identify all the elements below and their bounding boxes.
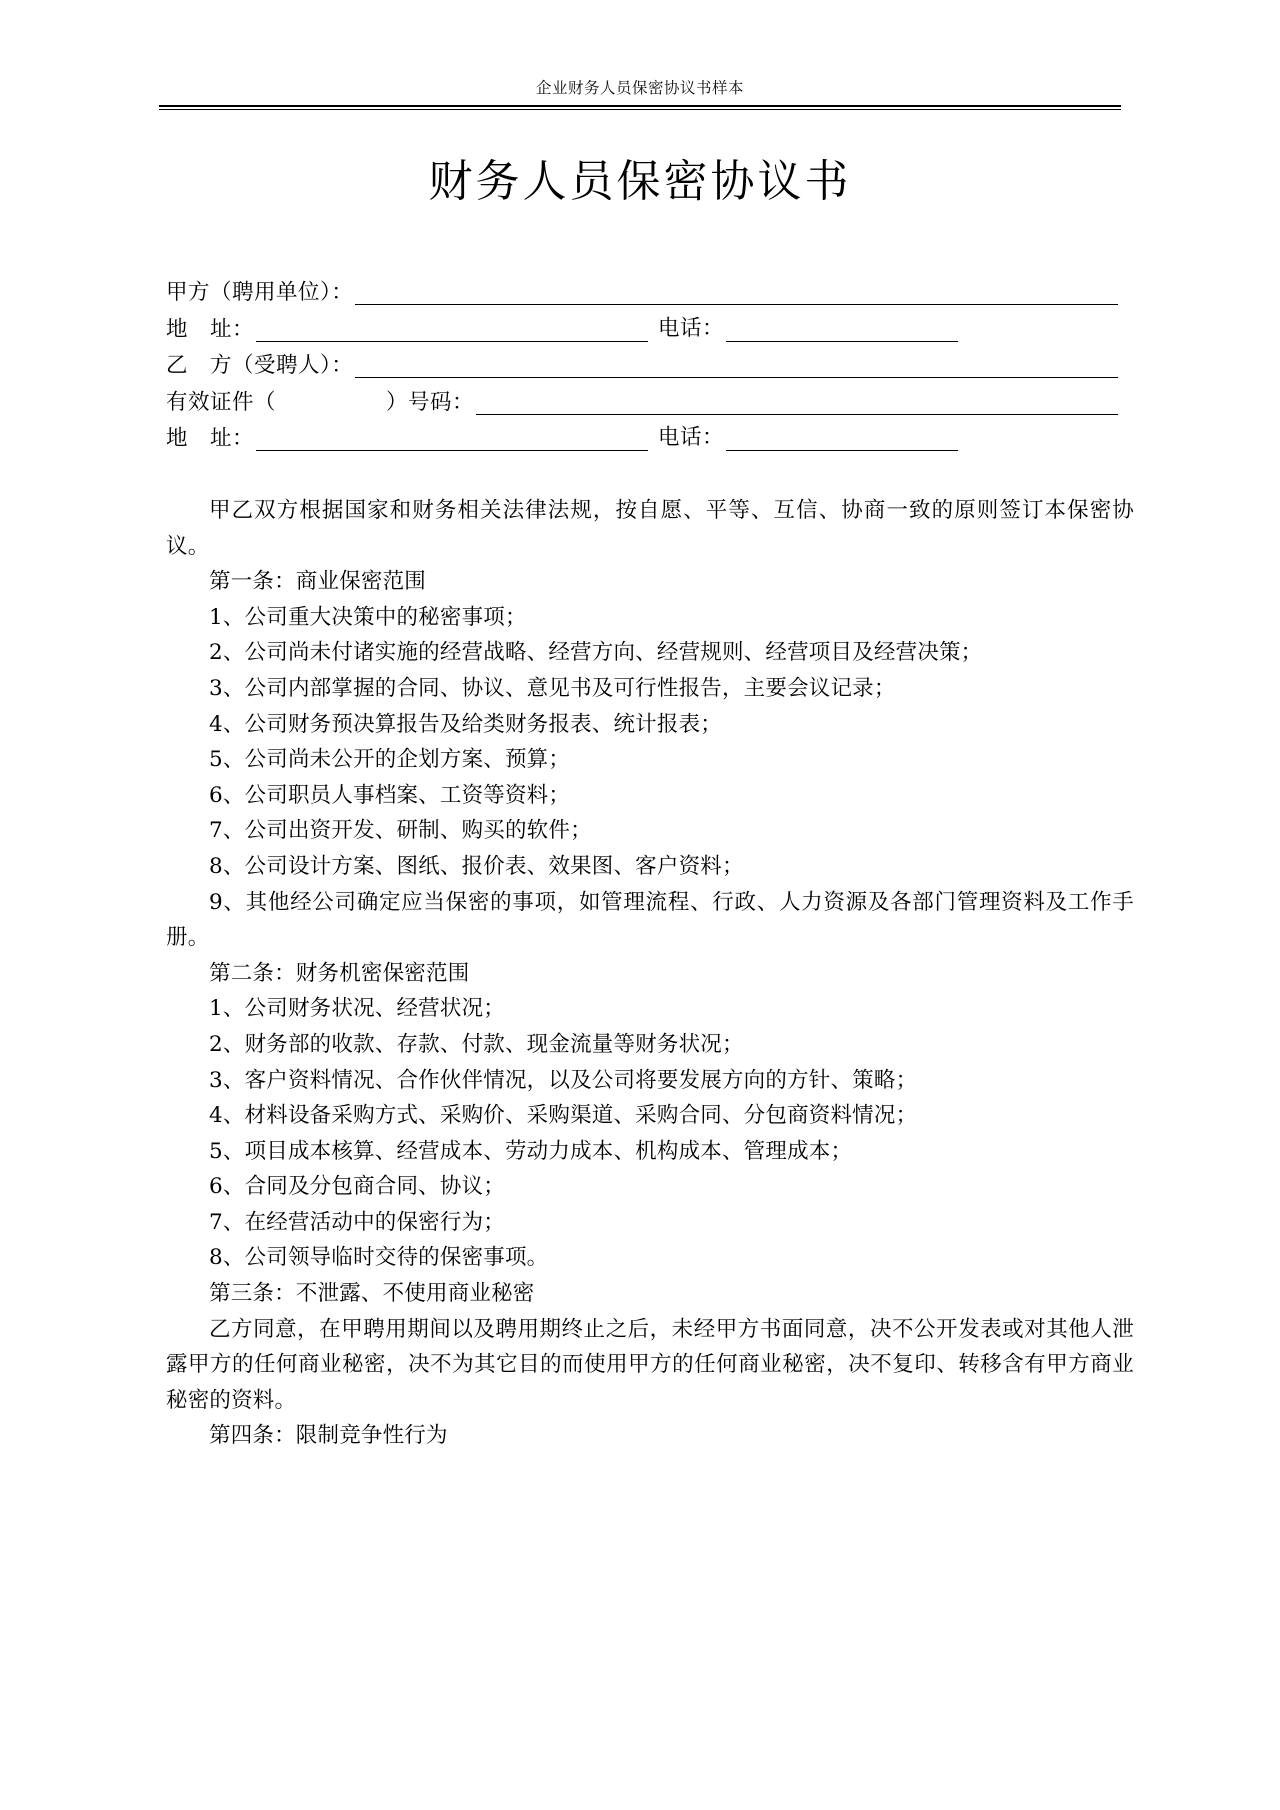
form-row-party-a: [166, 269, 1118, 306]
section-1-item: 6、公司职员人事档案、工资等资料；: [209, 782, 571, 808]
party-a-input-line[interactable]: [355, 280, 1118, 305]
section-2-item: 3、客户资料情况、合作伙伴情况，以及公司将要发展方向的方针、策略；: [209, 1067, 918, 1093]
form-row-address-a: [166, 305, 1118, 342]
party-info-form: [0, 269, 1280, 452]
preamble-paragraph: 甲乙双方根据国家和财务相关法律法规，按自愿、平等、互信、协商一致的原则签订本保密协议。: [166, 498, 1134, 559]
form-row-address-b: [166, 415, 1118, 452]
section-1-item: 4、公司财务预决算报告及给类财务报表、统计报表；: [209, 711, 722, 737]
section-2-item: 7、在经营活动中的保密行为；: [209, 1209, 505, 1235]
section-1-item: 3、公司内部掌握的合同、协议、意见书及可行性报告，主要会议记录；: [209, 675, 896, 701]
section-1-item: 1、公司重大决策中的秘密事项；: [209, 604, 527, 630]
section-3-paragraph: 乙方同意，在甲聘用期间以及聘用期终止之后，未经甲方书面同意，决不公开发表或对其他人泄露甲方的任何商业秘密，决不为其它目的而使用甲方的任何商业秘密，决不复印、转移含有甲方商业秘密的资料。: [166, 1316, 1134, 1413]
section-1-heading: 第一条：商业保密范围: [209, 569, 427, 595]
agreement-body: [0, 493, 1280, 1454]
header-rule-thick: [159, 105, 1121, 107]
id-number-input-line[interactable]: [476, 390, 1118, 415]
address-a-input-line[interactable]: [256, 317, 648, 342]
section-2-item: 6、合同及分包商合同、协议；: [209, 1174, 505, 1200]
section-1-item: 7、公司出资开发、研制、购买的软件；: [209, 818, 592, 844]
section-2-item: 8、公司领导临时交待的保密事项。: [209, 1245, 549, 1271]
phone-b-input-line[interactable]: [726, 426, 958, 451]
party-b-label: 乙 方（受聘人）：: [166, 353, 354, 379]
section-2-item: 1、公司财务状况、经营状况；: [209, 996, 505, 1022]
section-4-heading: 第四条：限制竞争性行为: [209, 1423, 448, 1449]
section-1-item: 8、公司设计方案、图纸、报价表、效果图、客户资料；: [209, 853, 744, 879]
party-b-input-line[interactable]: [355, 353, 1118, 378]
phone-label-a: 电话：: [658, 315, 725, 341]
phone-a-input-line[interactable]: [726, 317, 958, 342]
section-2-item: 2、财务部的收款、存款、付款、现金流量等财务状况；: [209, 1031, 744, 1057]
form-row-party-b: [166, 342, 1118, 379]
party-a-label: 甲方（聘用单位）：: [166, 280, 354, 306]
section-1-item: 5、公司尚未公开的企划方案、预算；: [209, 747, 571, 773]
address-label-a: 地 址：: [166, 316, 255, 342]
header-rule-thin: [159, 109, 1121, 110]
form-row-id-number: [166, 378, 1118, 415]
address-b-input-line[interactable]: [256, 426, 648, 451]
address-label-b: 地 址：: [166, 426, 255, 452]
running-header: [0, 0, 1280, 110]
running-header-title: 企业财务人员保密协议书样本: [535, 79, 744, 97]
section-1-item: 9、其他经公司确定应当保密的事项，如管理流程、行政、人力资源及各部门管理资料及工作手册。: [166, 889, 1134, 951]
section-2-heading: 第二条：财务机密保密范围: [209, 960, 470, 986]
section-3-heading: 第三条：不泄露、不使用商业秘密: [209, 1281, 535, 1307]
section-2-item: 4、材料设备采购方式、采购价、采购渠道、采购合同、分包商资料情况；: [209, 1103, 918, 1129]
section-2-item: 5、项目成本核算、经营成本、劳动力成本、机构成本、管理成本；: [209, 1138, 853, 1164]
page-title: 财务人员保密协议书: [428, 155, 852, 207]
id-type-label: 有效证件（ ）号码：: [166, 389, 475, 415]
section-1-item: 2、公司尚未付诸实施的经营战略、经营方向、经营规则、经营项目及经营决策；: [209, 640, 983, 666]
header-divider: [159, 105, 1121, 110]
phone-label-b: 电话：: [658, 425, 725, 450]
